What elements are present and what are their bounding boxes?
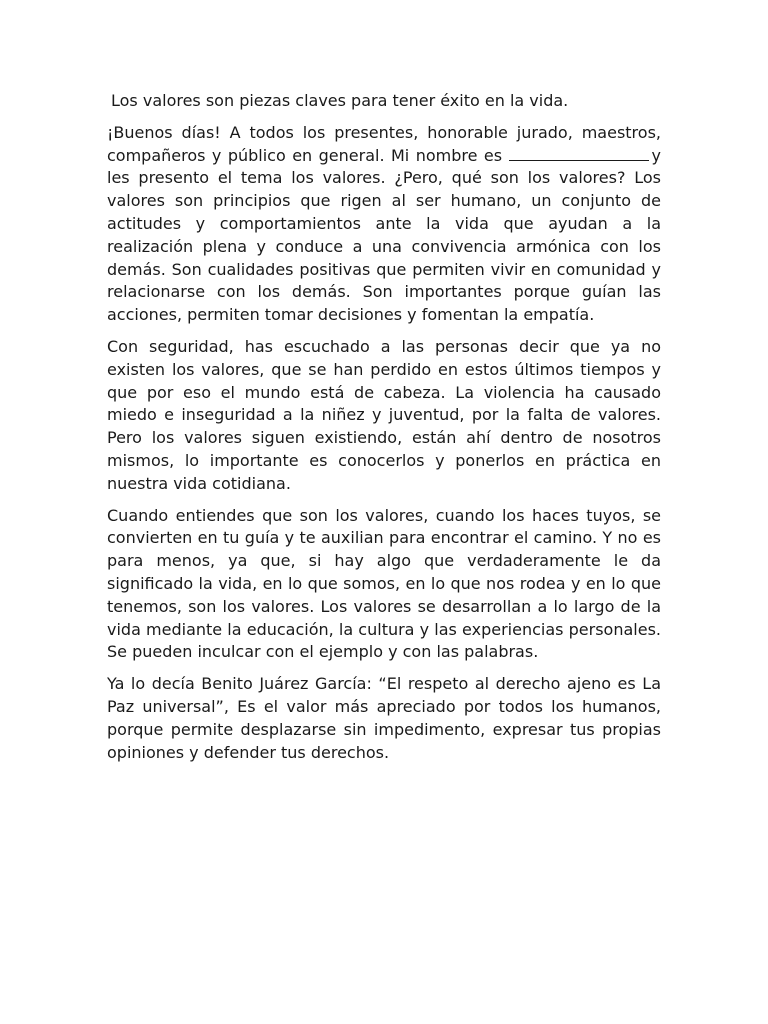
name-blank-line xyxy=(509,146,649,161)
paragraph-introduction-start: ¡Buenos días! A todos los presentes, honorable jurado, maestros, compañeros y público en general. Mi nombre es xyxy=(107,122,661,165)
paragraph-loss-of-values: Con seguridad, has escuchado a las personas decir que ya no existen los valores, que se han perdido en estos últimos tiempos y que por eso el mundo está de cabeza. La violencia ha causado miedo e inseguridad a la niñez y juventud, por la falta de valores. Pero los valores siguen existiendo, están ahí dentro de nosotros mismos, lo importante es conocerlos y ponerlos en práctica en nuestra vida cotidiana. xyxy=(107,336,661,493)
paragraph-introduction-end: y les presento el tema los valores. ¿Pero, qué son los valores? Los valores son principios que rigen al ser humano, un conjunto de actitudes y comportamientos ante la vida que ayudan a la realización plena y conduce a una convivencia armónica con los demás. Son cualidades positivas que permiten vivir en comunidad y relacionarse con los demás. Son importantes porque guían las acciones, permiten tomar decisiones y fomentan la empatía. xyxy=(107,145,661,325)
paragraph-values-as-guide: Cuando entiendes que son los valores, cuando los haces tuyos, se convierten en tu guía y te auxilian para encontrar el camino. Y no es para menos, ya que, si hay algo que verdaderamente le da significado la vida, en lo que somos, en lo que nos rodea y en lo que tenemos, son los valores. Los valores se desarrollan a lo largo de la vida mediante la educación, la cultura y las experiencias personales. Se pueden inculcar con el ejemplo y con las palabras. xyxy=(107,505,661,662)
document-body xyxy=(107,90,661,773)
paragraph-benito-juarez-quote: Ya lo decía Benito Juárez García: “El respeto al derecho ajeno es La Paz universal”, Es el valor más apreciado por todos los humanos, porque permite desplazarse sin impedimento, expresar tus propias opiniones y defender tus derechos. xyxy=(107,674,661,762)
document-title: Los valores son piezas claves para tener éxito en la vida. xyxy=(111,91,569,110)
paragraph-introduction xyxy=(107,122,661,327)
